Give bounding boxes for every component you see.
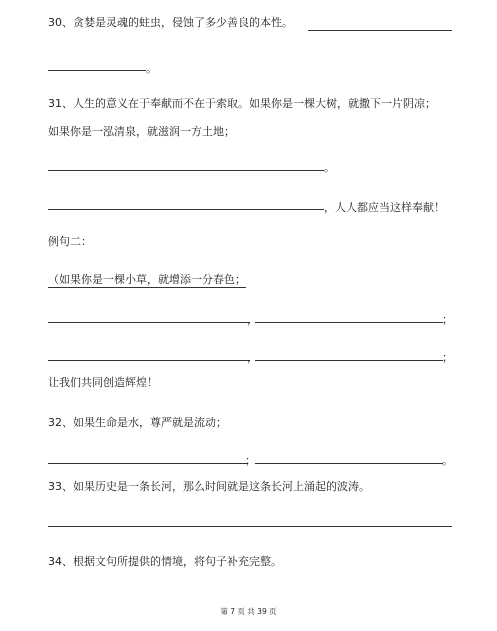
example-2-label: 例句二： — [48, 235, 92, 248]
ex2-semicolon-1: ； — [442, 313, 453, 326]
answer-line-30b[interactable] — [48, 70, 146, 71]
answer-line-ex2-1b[interactable] — [255, 322, 443, 323]
example-2-closing: 让我们共同创造辉煌！ — [48, 376, 158, 389]
question-30-text: 30、贪婪是灵魂的蛀虫，侵蚀了多少善良的本性。 — [48, 16, 293, 29]
example-2-sentence — [48, 273, 246, 287]
q32-semicolon: ； — [245, 454, 256, 467]
ex2-comma-2: ， — [247, 351, 258, 364]
answer-line-32b[interactable] — [255, 463, 443, 464]
question-33-text: 33、如果历史是一条长河，那么时间就是这条长河上涌起的波涛。 — [48, 480, 370, 493]
question-31-line2: 如果你是一泓清泉，就滋润一方土地； — [48, 125, 235, 138]
question-34-text: 34、根据文句所提供的情境，将句子补充完整。 — [48, 555, 282, 568]
answer-line-33[interactable] — [48, 526, 452, 527]
answer-line-31b[interactable] — [48, 209, 324, 210]
question-32-text: 32、如果生命是水，尊严就是流动； — [48, 416, 227, 429]
answer-line-30a[interactable] — [308, 30, 452, 31]
example-2-sentence-underlined: （如果你是一棵小草，就增添一分春色； — [48, 273, 246, 286]
question-31-end-period: 。 — [324, 161, 335, 174]
ex2-semicolon-2: ； — [442, 351, 453, 364]
answer-line-ex2-2b[interactable] — [255, 360, 443, 361]
answer-line-ex2-1a[interactable] — [48, 322, 250, 323]
question-31-end-sentence: ，人人都应当这样奉献！ — [324, 201, 445, 214]
page-footer: 第 7 页 共 39 页 — [220, 607, 277, 616]
answer-line-31a[interactable] — [48, 170, 324, 171]
q32-end-period: 。 — [442, 454, 453, 467]
question-30-end-period: 。 — [146, 62, 157, 75]
answer-line-32a[interactable] — [48, 463, 248, 464]
ex2-comma-1: ， — [247, 313, 258, 326]
question-31-line1: 31、人生的意义在于奉献而不在于索取。如果你是一棵大树，就撒下一片阴凉； — [48, 97, 436, 110]
answer-line-ex2-2a[interactable] — [48, 360, 250, 361]
